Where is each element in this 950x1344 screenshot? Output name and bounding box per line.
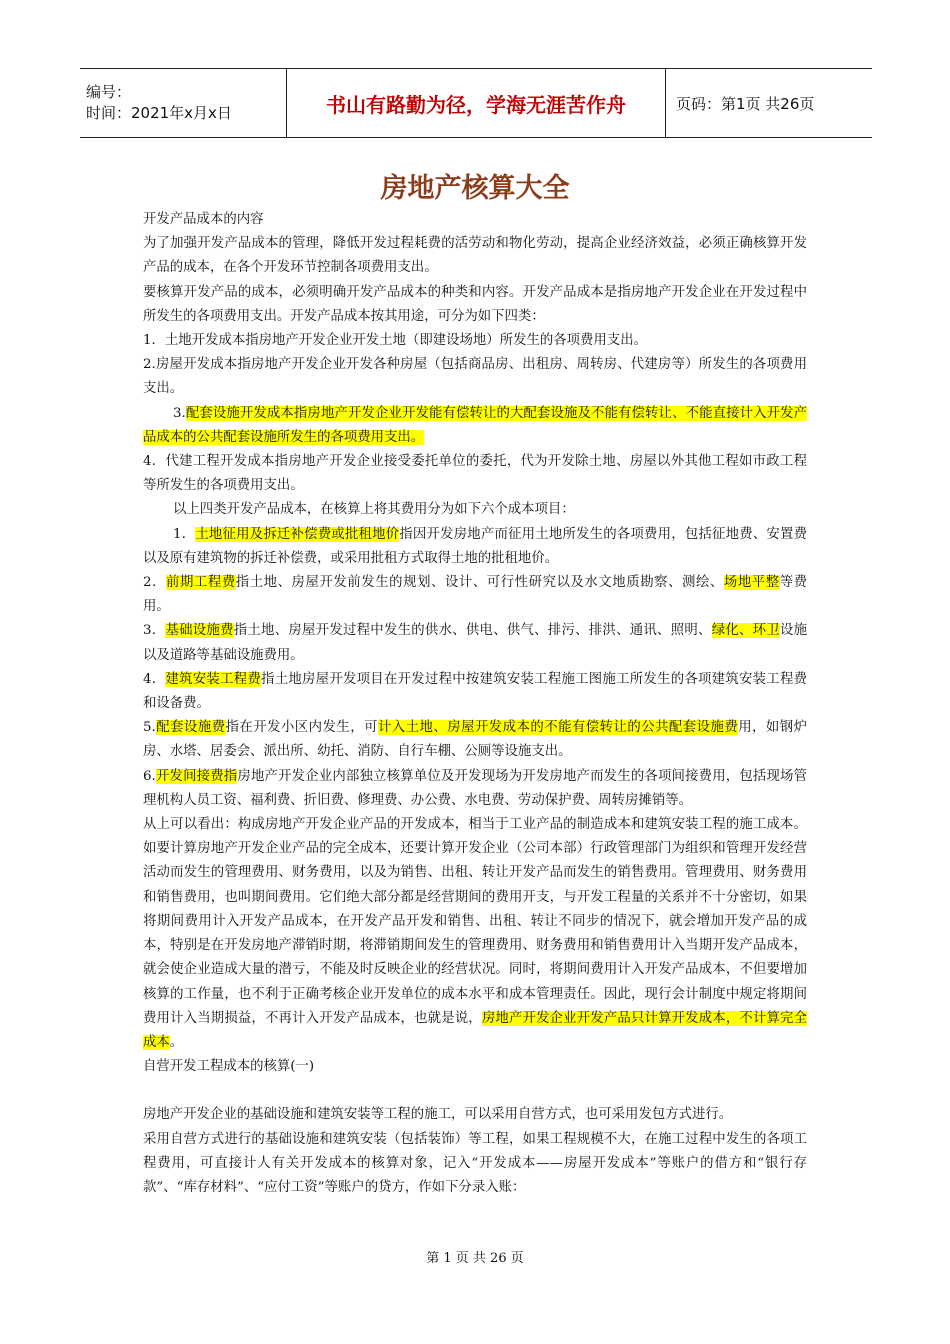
cost-item: [143, 716, 807, 764]
item-text: 指土地、房屋开发前发生的规划、设计、可行性研究以及水文地质勘察、测绘、: [235, 575, 724, 591]
cost-item: [143, 765, 807, 813]
highlight: 土地征用及拆迁补偿费或批租地价: [195, 526, 400, 542]
highlight: 绿化、环卫: [711, 623, 780, 639]
header-motto: [286, 69, 666, 137]
item-text: 等费用。: [143, 575, 808, 615]
item-text: 指因开发房地产而征用土地所发生的各项费用，包括征地费、安置费以及原有建筑物的拆迁补偿费，或采用批租方式取得土地的批租地价。: [143, 526, 808, 566]
cost-item: [143, 668, 807, 716]
page-info-text: 页码：第1页 共26页: [676, 94, 815, 113]
page-header: [80, 68, 872, 138]
item-number: 3.: [173, 405, 186, 421]
paragraph: 以上四类开发产品成本，在核算上将其费用分为如下六个成本项目：: [173, 502, 575, 518]
paragraph: 1．土地开发成本指房地产开发企业开发土地（即建设场地）所发生的各项费用支出。: [143, 333, 647, 349]
paragraph: 开发产品成本的内容: [143, 212, 264, 227]
paragraph: 房地产开发企业的基础设施和建筑安装等工程的施工，可以采用自营方式，也可采用发包方式进行。: [143, 1107, 733, 1123]
item-number: 4．: [143, 671, 166, 687]
paragraph: 为了加强开发产品成本的管理，降低开发过程耗费的活劳动和物化劳动，提高企业经济效益，必须正确核算开发产品的成本，在各个开发环节控制各项费用支出。: [143, 236, 807, 276]
highlight: 房地产开发企业开发产品只计算开发成本，不计算完全成本: [143, 1010, 807, 1050]
number-label: 编号：: [86, 83, 132, 101]
paragraph-text: 。: [169, 1034, 184, 1050]
document-body: [143, 208, 807, 1200]
cost-item: [143, 523, 807, 571]
cost-item: [143, 571, 807, 619]
item-number: 6.: [143, 768, 156, 784]
item-text: 房地产开发企业内部独立核算单位及开发现场为开发房地产而发生的各项间接费用，包括现场管理机构人员工资、福利费、折旧费、修理费、办公费、水电费、劳动保护费、周转房摊销等。: [143, 768, 808, 808]
paragraph: 4．代建工程开发成本指房地产开发企业接受委托单位的委托，代为开发除土地、房屋以外其他工程如市政工程等所发生的各项费用支出。: [143, 454, 807, 494]
paragraph: 采用自营方式进行的基础设施和建筑安装（包括装饰）等工程，如果工程规模不大，在施工过程中发生的各项工程费用，可直接计人有关开发成本的核算对象，记入“开发成本——房屋开发成本”等账户的借方和“银行存款”、“库存材料”、“应付工资”等账户的贷方，作如下分录入账：: [143, 1131, 807, 1195]
paragraph: [143, 813, 807, 1055]
section-heading: 自营开发工程成本的核算(一): [143, 1059, 315, 1075]
time-label: 时间：2021年x月x日: [86, 104, 232, 122]
highlight: 配套设施开发成本指房地产开发企业开发能有偿转让的大配套设施及不能有偿转让、不能直接计入开发产品成本的公共配套设施所发生的各项费用支出。: [143, 405, 807, 445]
item-number: 1．: [173, 526, 196, 542]
highlight: 配套设施费: [155, 720, 226, 736]
item-text: 设施以及道路等基础设施费用。: [143, 623, 808, 663]
paragraph-text: 从上可以看出：构成房地产开发企业产品的开发成本，相当于工业产品的制造成本和建筑安装工程的施工成本。如要计算房地产开发企业产品的完全成本，还要计算开发企业（公司本部）行政管理部门为组织和管理开发经营活动而发生的管理费用、财务费用，以及为销售、出租、转让开发产品而发生的销售费用。管理费用、财务费用和销售费用，也叫期间费用。它们绝大部分都是经营期间的费用开支，与开发工程量的关系并不十分密切，如果将期间费用计入开发产品成本，在开发产品开发和销售、出租、转让不同步的情况下，就会增加开发产品的成本，特别是在开发房地产滞销时期，将滞销期间发生的管理费用、财务费用和销售费用计入当期开发产品成本，就会使企业造成大量的潜亏，不能及时反映企业的经营状况。同时，将期间费用计入开发产品成本，不但要增加核算的工作量，也不利于正确考核企业开发单位的成本水平和成本管理责任。因此，现行会计制度中规定将期间费用计入当期损益，不再计入开发产品成本，也就是说，: [143, 817, 807, 1026]
header-meta: [80, 69, 286, 137]
highlight: 基础设施费: [165, 623, 234, 639]
item-number: 5.: [143, 720, 156, 736]
document-title: 房地产核算大全: [380, 173, 570, 204]
item-number: 3．: [143, 623, 166, 639]
paragraph: [143, 402, 807, 450]
item-text: 指土地房屋开发项目在开发过程中按建筑安装工程施工图施工所发生的各项建筑安装工程费和设备费。: [143, 671, 808, 712]
highlight: 开发间接费指: [155, 768, 238, 784]
highlight: 场地平整: [723, 575, 780, 591]
header-page-info: [666, 69, 872, 137]
highlight: 前期工程费: [166, 575, 236, 591]
item-text: 指在开发小区内发生，可: [225, 720, 378, 736]
page-footer: 第 1 页 共 26 页: [426, 1251, 524, 1266]
highlight: 建筑安装工程费: [165, 671, 262, 687]
item-text: 用，如钢炉房、水塔、居委会、派出所、幼托、消防、自行车棚、公厕等设施支出。: [143, 720, 808, 760]
cost-item: [143, 619, 807, 667]
item-text: 指土地、房屋开发过程中发生的供水、供电、供气、排污、排洪、通讯、照明、: [233, 623, 712, 639]
paragraph: 要核算开发产品的成本，必须明确开发产品成本的种类和内容。开发产品成本是指房地产开发企业在开发过程中所发生的各项费用支出。开发产品成本按其用途，可分为如下四类：: [143, 284, 807, 324]
paragraph: 2.房屋开发成本指房地产开发企业开发各种房屋（包括商品房、出租房、周转房、代建房等）所发生的各项费用支出。: [143, 357, 807, 397]
motto-text: 书山有路勤为径，学海无涯苦作舟: [326, 92, 626, 117]
item-number: 2．: [143, 575, 167, 591]
highlight: 计入土地、房屋开发成本的不能有偿转让的公共配套设施费: [377, 720, 739, 736]
